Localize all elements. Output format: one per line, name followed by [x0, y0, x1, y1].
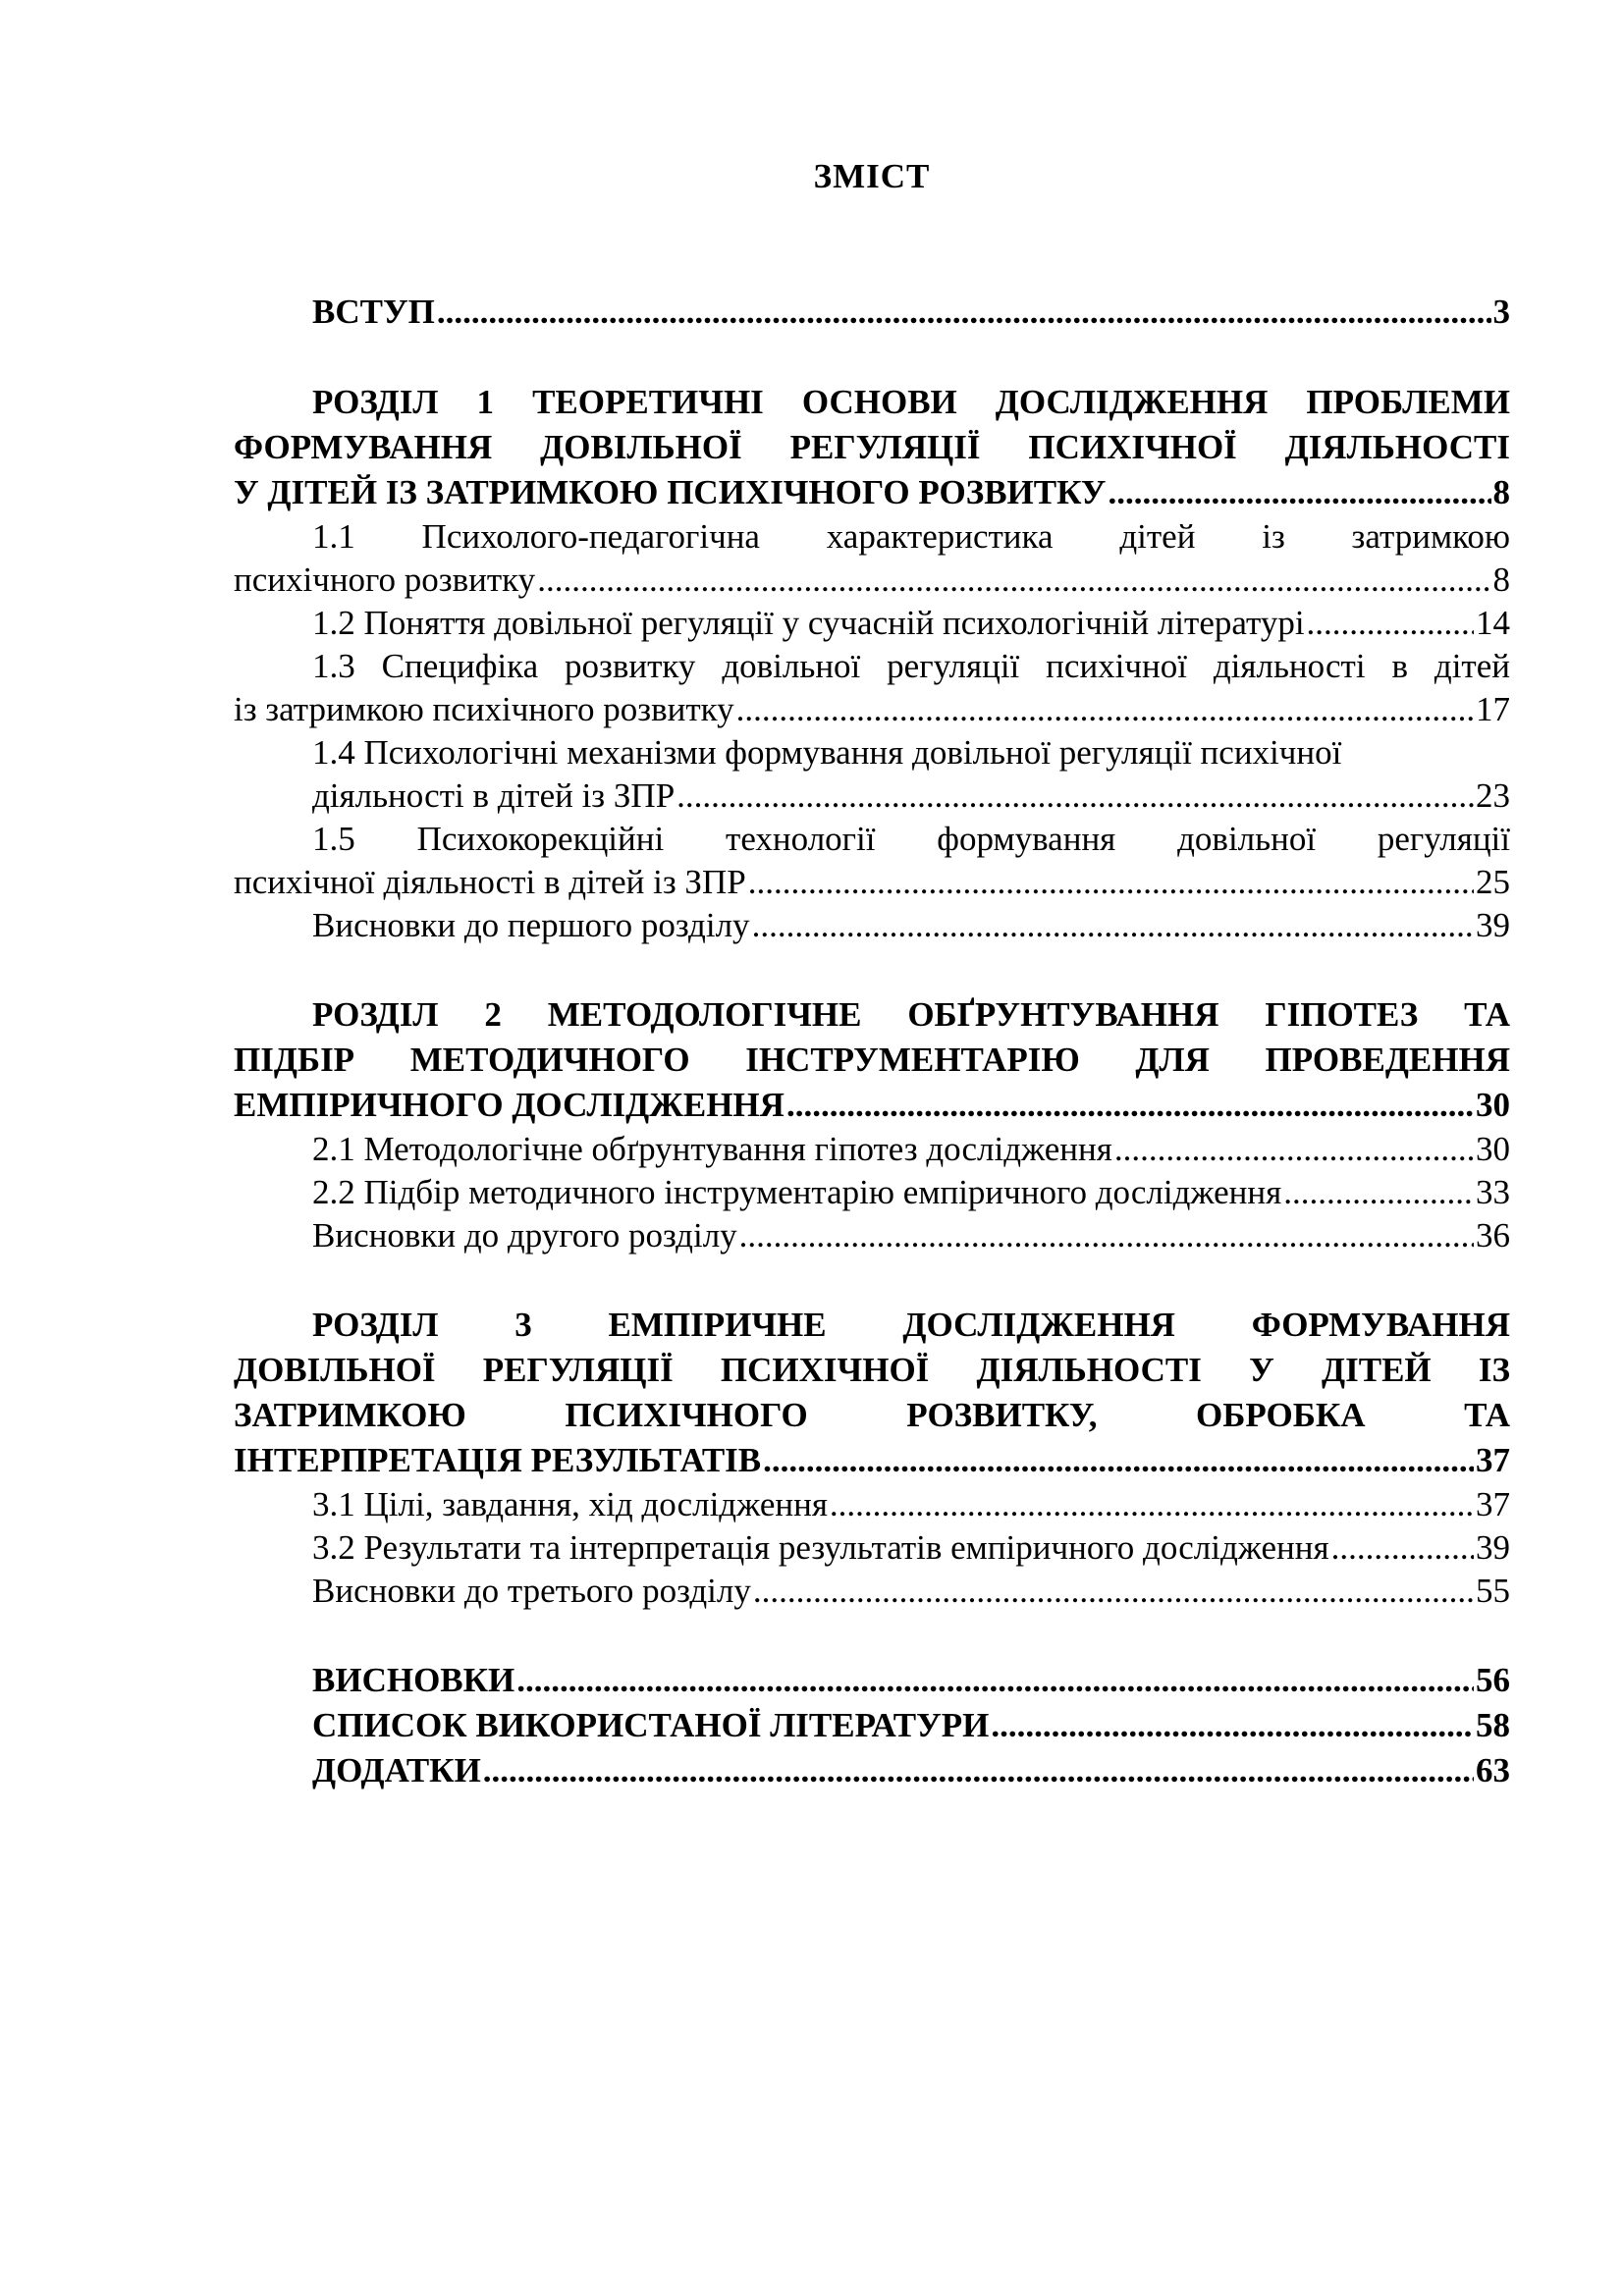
chapter-heading-line: ФОРМУВАННЯ ДОВІЛЬНОЇ РЕГУЛЯЦІЇ ПСИХІЧНОЇ ДІЯЛЬНОСТІ — [234, 428, 1510, 466]
toc-entry-text: ДОДАТКИ — [312, 1751, 481, 1789]
toc-section-1-3[interactable] — [234, 645, 1510, 731]
toc-entry-intro[interactable] — [234, 290, 1510, 335]
spacer — [234, 335, 1510, 380]
toc-entry-text: психічного розвитку — [234, 561, 536, 599]
toc-page-number: 56 — [1476, 1661, 1510, 1699]
toc-page-number: 36 — [1476, 1216, 1510, 1255]
document-page — [234, 0, 1510, 2296]
dot-leader — [1307, 602, 1474, 645]
toc-page-number: 3 — [1492, 293, 1510, 331]
chapter-heading-line: ЗАТРИМКОЮ ПСИХІЧНОГО РОЗВИТКУ, ОБРОБКА ТА — [234, 1396, 1510, 1434]
table-of-contents — [234, 290, 1510, 1793]
dot-leader — [739, 1214, 1474, 1257]
toc-section-1-1[interactable] — [234, 515, 1510, 602]
toc-entry-text: СПИСОК ВИКОРИСТАНОЇ ЛІТЕРАТУРИ — [312, 1706, 990, 1744]
dot-leader — [1283, 1171, 1474, 1214]
toc-section-1-5[interactable] — [234, 818, 1510, 904]
toc-section-2-2[interactable] — [234, 1171, 1510, 1214]
toc-page-number: 14 — [1476, 604, 1510, 642]
toc-page-number: 23 — [1476, 776, 1510, 815]
toc-page-number: 39 — [1476, 906, 1510, 944]
toc-section-conclusions-2[interactable] — [234, 1214, 1510, 1257]
toc-entry-text: ІНТЕРПРЕТАЦІЯ РЕЗУЛЬТАТІВ — [234, 1441, 762, 1479]
chapter-heading-line: РОЗДІЛ 2 МЕТОДОЛОГІЧНЕ ОБҐРУНТУВАННЯ ГІПОТЕЗ ТА — [312, 995, 1510, 1034]
toc-entry-text: ВСТУП — [312, 293, 435, 331]
chapter-heading-last-line — [234, 1438, 1510, 1483]
toc-chapter-1[interactable] — [234, 380, 1510, 515]
chapter-heading-line: ДОВІЛЬНОЇ РЕГУЛЯЦІЇ ПСИХІЧНОЇ ДІЯЛЬНОСТІ У ДІТЕЙ ІЗ — [234, 1351, 1510, 1389]
section-last-line — [234, 688, 1510, 731]
toc-page-number: 8 — [1492, 473, 1510, 511]
section-last-line — [234, 861, 1510, 904]
dot-leader — [763, 1438, 1474, 1483]
dot-leader — [752, 904, 1474, 947]
section-line: 1.4 Психологічні механізми формування довільної регуляції психічної — [312, 733, 1342, 772]
toc-page-number: 55 — [1476, 1572, 1510, 1610]
chapter-heading-line: РОЗДІЛ 3 ЕМПІРИЧНЕ ДОСЛІДЖЕННЯ ФОРМУВАННЯ — [312, 1306, 1510, 1344]
toc-section-1-2[interactable] — [234, 602, 1510, 645]
toc-page-number: 63 — [1476, 1751, 1510, 1789]
toc-entry-text: ЕМПІРИЧНОГО ДОСЛІДЖЕННЯ — [234, 1086, 784, 1124]
dot-leader — [437, 290, 1491, 335]
toc-section-conclusions-3[interactable] — [234, 1570, 1510, 1613]
toc-entry-text: 3.1 Цілі, завдання, хід дослідження — [312, 1485, 828, 1523]
chapter-heading-last-line — [234, 470, 1510, 515]
toc-page-number: 37 — [1476, 1441, 1510, 1479]
section-line: 1.3 Специфіка розвитку довільної регуляції психічної діяльності в дітей — [312, 647, 1510, 685]
spacer — [234, 1257, 1510, 1303]
toc-entry-text: 3.2 Результати та інтерпретація результатів емпіричного дослідження — [312, 1528, 1329, 1567]
dot-leader — [537, 559, 1490, 602]
toc-entry-text: із затримкою психічного розвитку — [234, 690, 734, 728]
spacer — [234, 1613, 1510, 1658]
toc-page-number: 39 — [1476, 1528, 1510, 1567]
toc-page-number: 17 — [1476, 690, 1510, 728]
dot-leader — [991, 1703, 1474, 1748]
toc-entry-text: Висновки до третього розділу — [312, 1572, 751, 1610]
dot-leader — [483, 1748, 1474, 1793]
dot-leader — [1108, 470, 1490, 515]
toc-entry-conclusions[interactable] — [234, 1658, 1510, 1703]
chapter-heading-line: РОЗДІЛ 1 ТЕОРЕТИЧНІ ОСНОВИ ДОСЛІДЖЕННЯ ПРОБЛЕМИ — [312, 383, 1510, 421]
dot-leader — [748, 861, 1474, 904]
dot-leader — [1114, 1128, 1474, 1171]
toc-entry-references[interactable] — [234, 1703, 1510, 1748]
chapter-heading-line: ПІДБІР МЕТОДИЧНОГО ІНСТРУМЕНТАРІЮ ДЛЯ ПРОВЕДЕННЯ — [234, 1041, 1510, 1079]
spacer — [234, 947, 1510, 992]
toc-section-3-2[interactable] — [234, 1526, 1510, 1570]
toc-entry-text: 1.2 Поняття довільної регуляції у сучасній психологічній літературі — [312, 604, 1305, 642]
toc-section-conclusions-1[interactable] — [234, 904, 1510, 947]
toc-entry-text: 2.1 Методологічне обґрунтування гіпотез дослідження — [312, 1130, 1112, 1168]
toc-chapter-3[interactable] — [234, 1303, 1510, 1483]
dot-leader — [676, 774, 1474, 818]
toc-entry-text: У ДІТЕЙ ІЗ ЗАТРИМКОЮ ПСИХІЧНОГО РОЗВИТКУ — [234, 473, 1107, 511]
section-line: 1.5 Психокорекційні технології формування довільної регуляції — [312, 820, 1510, 858]
dot-leader — [753, 1570, 1474, 1613]
toc-page-number: 30 — [1476, 1130, 1510, 1168]
toc-page-number: 30 — [1476, 1086, 1510, 1124]
toc-page-number: 8 — [1492, 561, 1510, 599]
toc-page-number: 37 — [1476, 1485, 1510, 1523]
dot-leader — [786, 1083, 1474, 1128]
toc-entry-text: психічної діяльності в дітей із ЗПР — [234, 863, 746, 901]
toc-page-number: 25 — [1476, 863, 1510, 901]
toc-section-3-1[interactable] — [234, 1483, 1510, 1526]
dot-leader — [830, 1483, 1474, 1526]
dot-leader — [1331, 1526, 1474, 1570]
toc-page-number: 58 — [1476, 1706, 1510, 1744]
toc-entry-text: діяльності в дітей із ЗПР — [312, 776, 676, 815]
toc-section-1-4[interactable] — [234, 731, 1510, 818]
toc-section-2-1[interactable] — [234, 1128, 1510, 1171]
toc-chapter-2[interactable] — [234, 992, 1510, 1128]
dot-leader — [736, 688, 1474, 731]
dot-leader — [516, 1658, 1474, 1703]
toc-entry-text: ВИСНОВКИ — [312, 1661, 515, 1699]
toc-entry-text: Висновки до першого розділу — [312, 906, 750, 944]
toc-entry-text: Висновки до другого розділу — [312, 1216, 737, 1255]
toc-page-number: 33 — [1476, 1173, 1510, 1211]
chapter-heading-last-line — [234, 1083, 1510, 1128]
toc-title: ЗМІСТ — [813, 157, 931, 195]
toc-entry-appendices[interactable] — [234, 1748, 1510, 1793]
section-line: 1.1 Психолого-педагогічна характеристика дітей із затримкою — [312, 517, 1510, 556]
toc-entry-text: 2.2 Підбір методичного інструментарію емпіричного дослідження — [312, 1173, 1282, 1211]
section-last-line — [234, 774, 1510, 818]
section-last-line — [234, 559, 1510, 602]
